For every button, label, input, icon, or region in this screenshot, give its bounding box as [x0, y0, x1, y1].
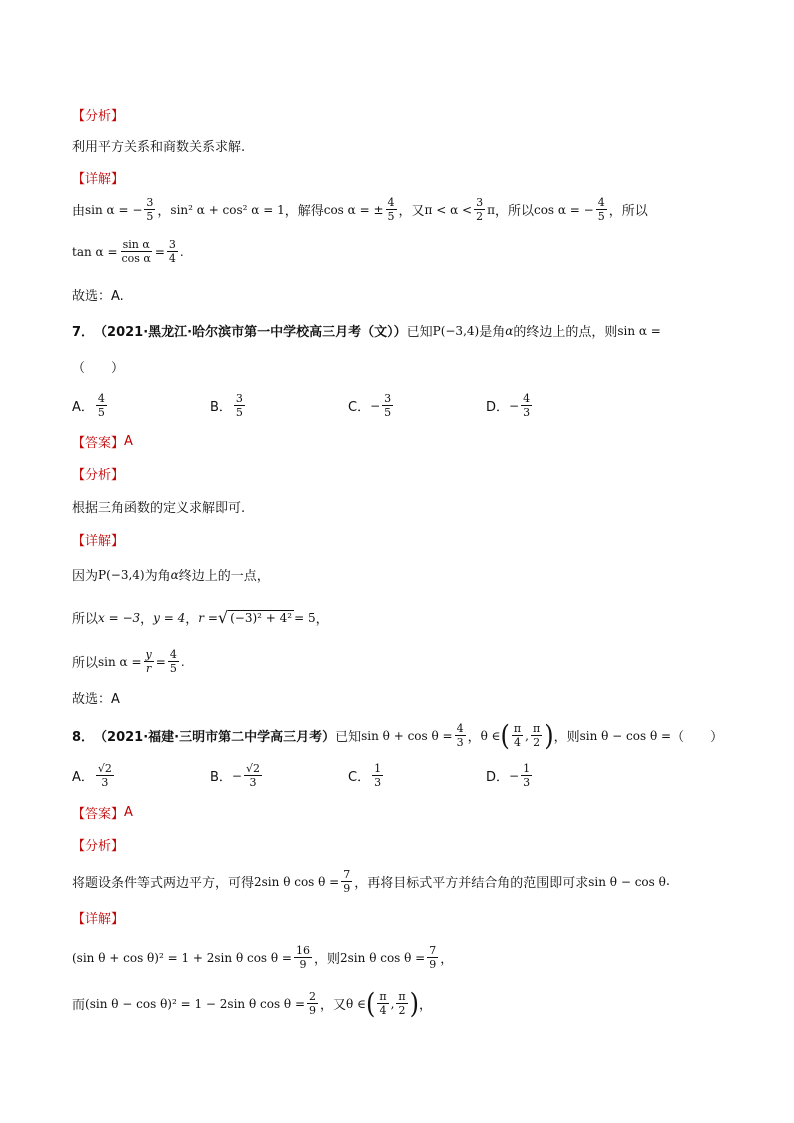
denominator: 3 [456, 736, 464, 749]
text: 因为 [72, 569, 99, 584]
option-sign: − [231, 768, 242, 783]
answer-heading: 【答案】 [72, 807, 125, 822]
fraction [341, 868, 352, 895]
numerator: 7 [343, 868, 351, 881]
fraction [168, 648, 179, 675]
answer-heading: 【答案】 [72, 436, 125, 451]
question-source: （2021·黑龙江·哈尔滨市第一中学校高三月考（文）） [94, 325, 407, 340]
option-b [210, 762, 264, 789]
denominator: 2 [533, 736, 541, 749]
numerator: π [379, 990, 387, 1003]
denominator: cos α [121, 252, 151, 265]
numerator: √2 [97, 762, 112, 775]
text: 已知 [335, 730, 362, 745]
right-paren: ) [409, 987, 419, 1020]
math: 2sin θ cos θ = [254, 874, 340, 889]
text: 已知 [406, 325, 433, 340]
math: P(−3,4) [432, 323, 480, 338]
option-sign: − [509, 768, 520, 783]
fraction [167, 238, 178, 265]
text: ，解得 [284, 204, 324, 219]
math: π < α < [424, 202, 473, 217]
answer-select: 故选：A [72, 692, 120, 707]
fraction [455, 722, 466, 749]
denominator: 9 [299, 958, 307, 971]
numerator: π [513, 722, 522, 735]
analysis-text: 根据三角函数的定义求解即可. [72, 501, 246, 516]
math: sin θ + cos θ = [361, 728, 453, 743]
text: 将题设条件等式两边平方，可得 [72, 876, 255, 891]
numerator: 4 [523, 392, 531, 405]
math: sin α = − [85, 202, 143, 217]
numerator: 4 [387, 196, 395, 209]
numerator: 1 [374, 762, 382, 775]
detail-line [72, 944, 453, 971]
detail-line [72, 648, 185, 675]
option-d [486, 762, 534, 789]
fraction [144, 648, 154, 675]
math: y = 4 [153, 610, 186, 625]
fraction [396, 990, 407, 1017]
detail-line-2 [72, 238, 184, 265]
text: ，则 [553, 730, 580, 745]
fraction [512, 722, 523, 749]
numerator: 4 [597, 196, 605, 209]
fraction [120, 238, 153, 265]
text: 而 [72, 998, 86, 1013]
numerator: √2 [245, 762, 260, 775]
answer-select: 故选：A. [72, 289, 124, 304]
question-source: （2021·福建·三明市第二中学高三月考） [94, 730, 336, 745]
numerator: 4 [97, 392, 105, 405]
text: ，所以 [608, 204, 648, 219]
math: sin θ − cos θ [588, 874, 666, 889]
math: θ ∈ [480, 728, 501, 743]
math: (sin θ + cos θ)² = 1 + 2sin θ cos θ = [72, 950, 292, 965]
fraction [144, 196, 155, 223]
option-d [486, 392, 534, 419]
right-paren: ) [544, 719, 554, 752]
math: (−3)² + 4² [230, 611, 293, 625]
text: ， [185, 612, 199, 627]
text: 为角 [144, 569, 171, 584]
math: = [154, 244, 165, 259]
fraction [474, 196, 485, 223]
text: ， [467, 730, 481, 745]
math: (sin θ − cos θ)² = 1 − 2sin θ cos θ = [85, 996, 306, 1011]
math: r = [198, 610, 218, 625]
numerator: 1 [523, 762, 531, 775]
text: ，又 [320, 998, 347, 1013]
detail-line [72, 565, 270, 584]
option-label: D． [486, 400, 510, 415]
text: ，则 [314, 952, 341, 967]
fraction [96, 762, 114, 789]
denominator: 9 [309, 1004, 317, 1017]
math: 2sin θ cos θ = [340, 950, 426, 965]
denominator: 9 [429, 958, 437, 971]
text: ， [440, 952, 454, 967]
answer-row [72, 803, 133, 822]
math: P(−3,4) [98, 567, 145, 582]
fraction [427, 944, 438, 971]
numerator: 4 [169, 648, 177, 661]
answer-value: A [124, 434, 133, 449]
option-label: B． [210, 770, 232, 785]
denominator: 2 [398, 1004, 406, 1017]
denominator: 5 [169, 662, 177, 675]
denominator: 3 [101, 776, 109, 789]
fraction [521, 392, 532, 419]
fraction [372, 762, 383, 789]
fraction [377, 990, 388, 1017]
denominator: 4 [168, 252, 176, 265]
math: . [179, 244, 184, 259]
numerator: 7 [429, 944, 437, 957]
text: 由 [72, 204, 86, 219]
math: tan α = [72, 244, 118, 259]
denominator: 3 [249, 776, 257, 789]
denominator: 4 [514, 736, 522, 749]
detail-line-1 [72, 196, 648, 223]
numerator: π [398, 990, 406, 1003]
option-label: C． [348, 400, 371, 415]
text: ，又 [398, 204, 425, 219]
numerator: 4 [456, 722, 464, 735]
fraction [386, 196, 397, 223]
numerator: π [532, 722, 541, 735]
math: θ ∈ [346, 996, 366, 1011]
option-c [348, 762, 385, 789]
denominator: 3 [374, 776, 382, 789]
option-label: D． [486, 770, 510, 785]
answer-blank: （ ） [671, 730, 724, 745]
text: 终边上的一点， [178, 569, 270, 584]
denominator: 5 [387, 210, 395, 223]
text: ， [419, 998, 433, 1013]
math: = [155, 654, 166, 669]
question-8-stem [72, 719, 724, 752]
answer-row [72, 432, 133, 451]
denominator: 9 [343, 882, 351, 895]
text: 所以 [72, 612, 99, 627]
option-label: B． [210, 400, 232, 415]
option-sign: − [370, 398, 381, 413]
math: sin² α + cos² α = 1 [170, 202, 285, 217]
option-label: C． [348, 770, 371, 785]
text: ，所以 [494, 204, 534, 219]
denominator: r [146, 662, 152, 675]
question-7-stem [72, 321, 661, 340]
math: cos α = − [533, 202, 594, 217]
fraction [531, 722, 542, 749]
numerator: 3 [168, 238, 176, 251]
analysis-heading: 【分析】 [72, 109, 125, 124]
option-c [348, 392, 395, 419]
analysis-heading: 【分析】 [72, 839, 125, 854]
math: sin α = [98, 654, 142, 669]
text: ，再将目标式平方并结合角的范围即可求 [354, 876, 589, 891]
math: cos α = ± [323, 202, 384, 217]
text: ， [157, 204, 171, 219]
analysis-text [72, 868, 670, 895]
fraction [521, 762, 532, 789]
fraction [294, 944, 312, 971]
question-number: 8． [72, 730, 95, 745]
text: ， [140, 612, 154, 627]
detail-heading: 【详解】 [72, 912, 125, 927]
math: sin α = [617, 323, 661, 338]
text: 的终边上的点，则 [513, 325, 618, 340]
numerator: 2 [309, 990, 317, 1003]
fraction [307, 990, 318, 1017]
denominator: 5 [597, 210, 605, 223]
math: π [487, 202, 495, 217]
fraction [234, 392, 245, 419]
sqrt-symbol: √ [217, 608, 229, 627]
answer-value: A [124, 805, 133, 820]
fraction [244, 762, 262, 789]
numerator: 3 [476, 196, 484, 209]
math: = 5 [294, 610, 316, 625]
math: . [180, 654, 185, 669]
numerator: 16 [296, 944, 310, 957]
denominator: 3 [523, 776, 531, 789]
denominator: 5 [235, 406, 243, 419]
question-number: 7． [72, 325, 95, 340]
option-a [72, 392, 109, 419]
numerator: sin α [122, 238, 150, 251]
fraction [382, 392, 393, 419]
denominator: 5 [146, 210, 154, 223]
numerator: 3 [146, 196, 154, 209]
left-paren: ( [365, 987, 376, 1020]
denominator: 5 [97, 406, 105, 419]
analysis-text: 利用平方关系和商数关系求解. [72, 140, 246, 155]
option-a [72, 762, 116, 789]
option-label: A． [72, 400, 94, 415]
denominator: 3 [523, 406, 531, 419]
option-sign: − [509, 398, 520, 413]
numerator: 3 [235, 392, 243, 405]
numerator: 3 [384, 392, 392, 405]
option-label: A． [72, 770, 94, 785]
math: α [505, 323, 514, 338]
math: sin θ − cos θ = [579, 728, 672, 743]
numerator: y [145, 648, 152, 661]
detail-heading: 【详解】 [72, 172, 125, 187]
detail-heading: 【详解】 [72, 534, 125, 549]
math: x = −3 [98, 610, 141, 625]
fraction [96, 392, 107, 419]
text: 是角 [479, 325, 506, 340]
math: , [390, 996, 395, 1011]
fraction [596, 196, 607, 223]
math: α [170, 567, 179, 582]
question-7-blank: （ ） [72, 361, 125, 376]
detail-line [72, 987, 433, 1020]
math: , [525, 728, 529, 743]
denominator: 4 [379, 1004, 387, 1017]
text: ， [315, 612, 329, 627]
text: . [665, 874, 670, 889]
denominator: 5 [384, 406, 392, 419]
denominator: 2 [476, 210, 484, 223]
left-paren: ( [500, 719, 510, 752]
analysis-heading: 【分析】 [72, 468, 125, 483]
option-b [210, 392, 247, 419]
text: 所以 [72, 656, 99, 671]
detail-line [72, 608, 329, 627]
